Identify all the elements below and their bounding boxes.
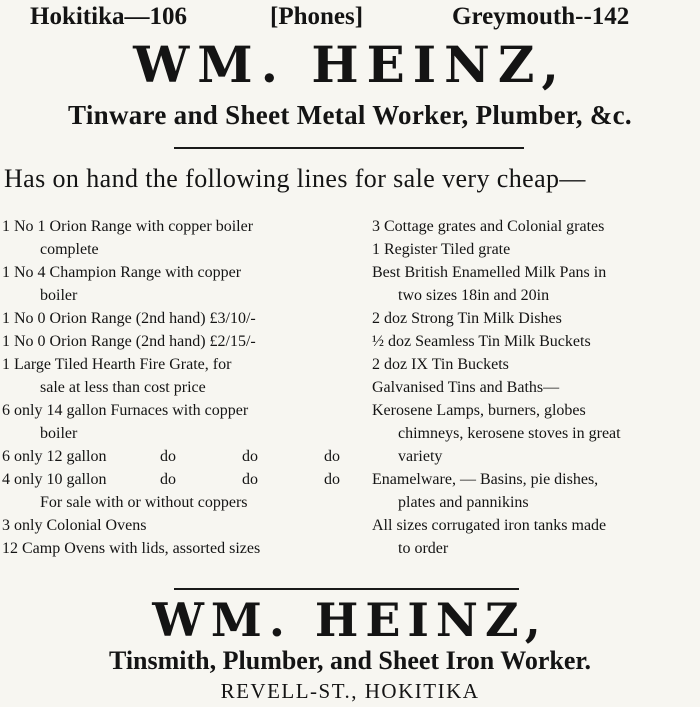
list-item: chimneys, kerosene stoves in great <box>398 425 621 442</box>
list-item: Enamelware, — Basins, pie dishes, <box>372 471 599 488</box>
list-item: For sale with or without coppers <box>40 494 248 511</box>
footer-trade-description: Tinsmith, Plumber, and Sheet Iron Worker. <box>108 646 592 675</box>
list-item: sale at less than cost price <box>40 379 206 396</box>
divider-top <box>174 147 524 149</box>
list-item: 1 Register Tiled grate <box>372 241 511 258</box>
list-item: boiler <box>40 287 78 304</box>
right-stock-list <box>372 215 698 560</box>
list-item: to order <box>398 540 449 557</box>
list-item-text: 6 only 12 gallon <box>2 448 107 465</box>
trade-description: Tinware and Sheet Metal Worker, Plumber, &c. <box>68 100 632 130</box>
list-item: Best British Enamelled Milk Pans in <box>372 264 607 281</box>
list-item: 2 doz Strong Tin Milk Dishes <box>372 310 562 327</box>
list-item-text: 4 only 10 gallon <box>2 471 107 488</box>
phone-greymouth: Greymouth--142 <box>452 3 630 30</box>
ditto-mark: do <box>160 448 176 465</box>
ditto-mark: do <box>324 471 340 488</box>
list-item: 2 doz IX Tin Buckets <box>372 356 509 373</box>
list-item: 1 No 0 Orion Range (2nd hand) £3/10/- <box>2 310 256 327</box>
phones-label: [Phones] <box>270 3 364 30</box>
ditto-mark: do <box>324 448 340 465</box>
intro-line: Has on hand the following lines for sale very cheap— <box>4 164 586 193</box>
footer-business-name: WM. HEINZ, <box>152 593 548 647</box>
list-item: complete <box>40 241 99 258</box>
footer-address: REVELL-ST., HOKITIKA <box>220 679 480 703</box>
phone-hokitika: Hokitika—106 <box>30 3 187 30</box>
ditto-mark: do <box>242 448 258 465</box>
business-name-heading: WM. HEINZ, <box>133 35 567 94</box>
list-item: 3 only Colonial Ovens <box>2 517 147 534</box>
list-item: Galvanised Tins and Baths— <box>372 379 560 396</box>
ditto-mark: do <box>160 471 176 488</box>
list-item: ½ doz Seamless Tin Milk Buckets <box>372 333 591 350</box>
list-item: 1 No 1 Orion Range with copper boiler <box>2 218 254 235</box>
list-item-ditto-row <box>2 468 354 491</box>
list-item-ditto-row <box>2 445 354 468</box>
list-item: All sizes corrugated iron tanks made <box>372 517 607 534</box>
list-item: 6 only 14 gallon Furnaces with copper <box>2 402 249 419</box>
divider-bottom <box>174 588 519 590</box>
list-item: two sizes 18in and 20in <box>398 287 550 304</box>
ditto-mark: do <box>242 471 258 488</box>
list-item: 12 Camp Ovens with lids, assorted sizes <box>2 540 261 557</box>
list-item: boiler <box>40 425 78 442</box>
list-item: 3 Cottage grates and Colonial grates <box>372 218 605 235</box>
list-item: variety <box>398 448 443 465</box>
list-item: 1 Large Tiled Hearth Fire Grate, for <box>2 356 232 373</box>
list-item: 1 No 4 Champion Range with copper <box>2 264 242 281</box>
list-item: Kerosene Lamps, burners, globes <box>372 402 586 419</box>
list-item: 1 No 0 Orion Range (2nd hand) £2/15/- <box>2 333 256 350</box>
left-stock-list <box>2 215 354 560</box>
list-item: plates and pannikins <box>398 494 529 511</box>
